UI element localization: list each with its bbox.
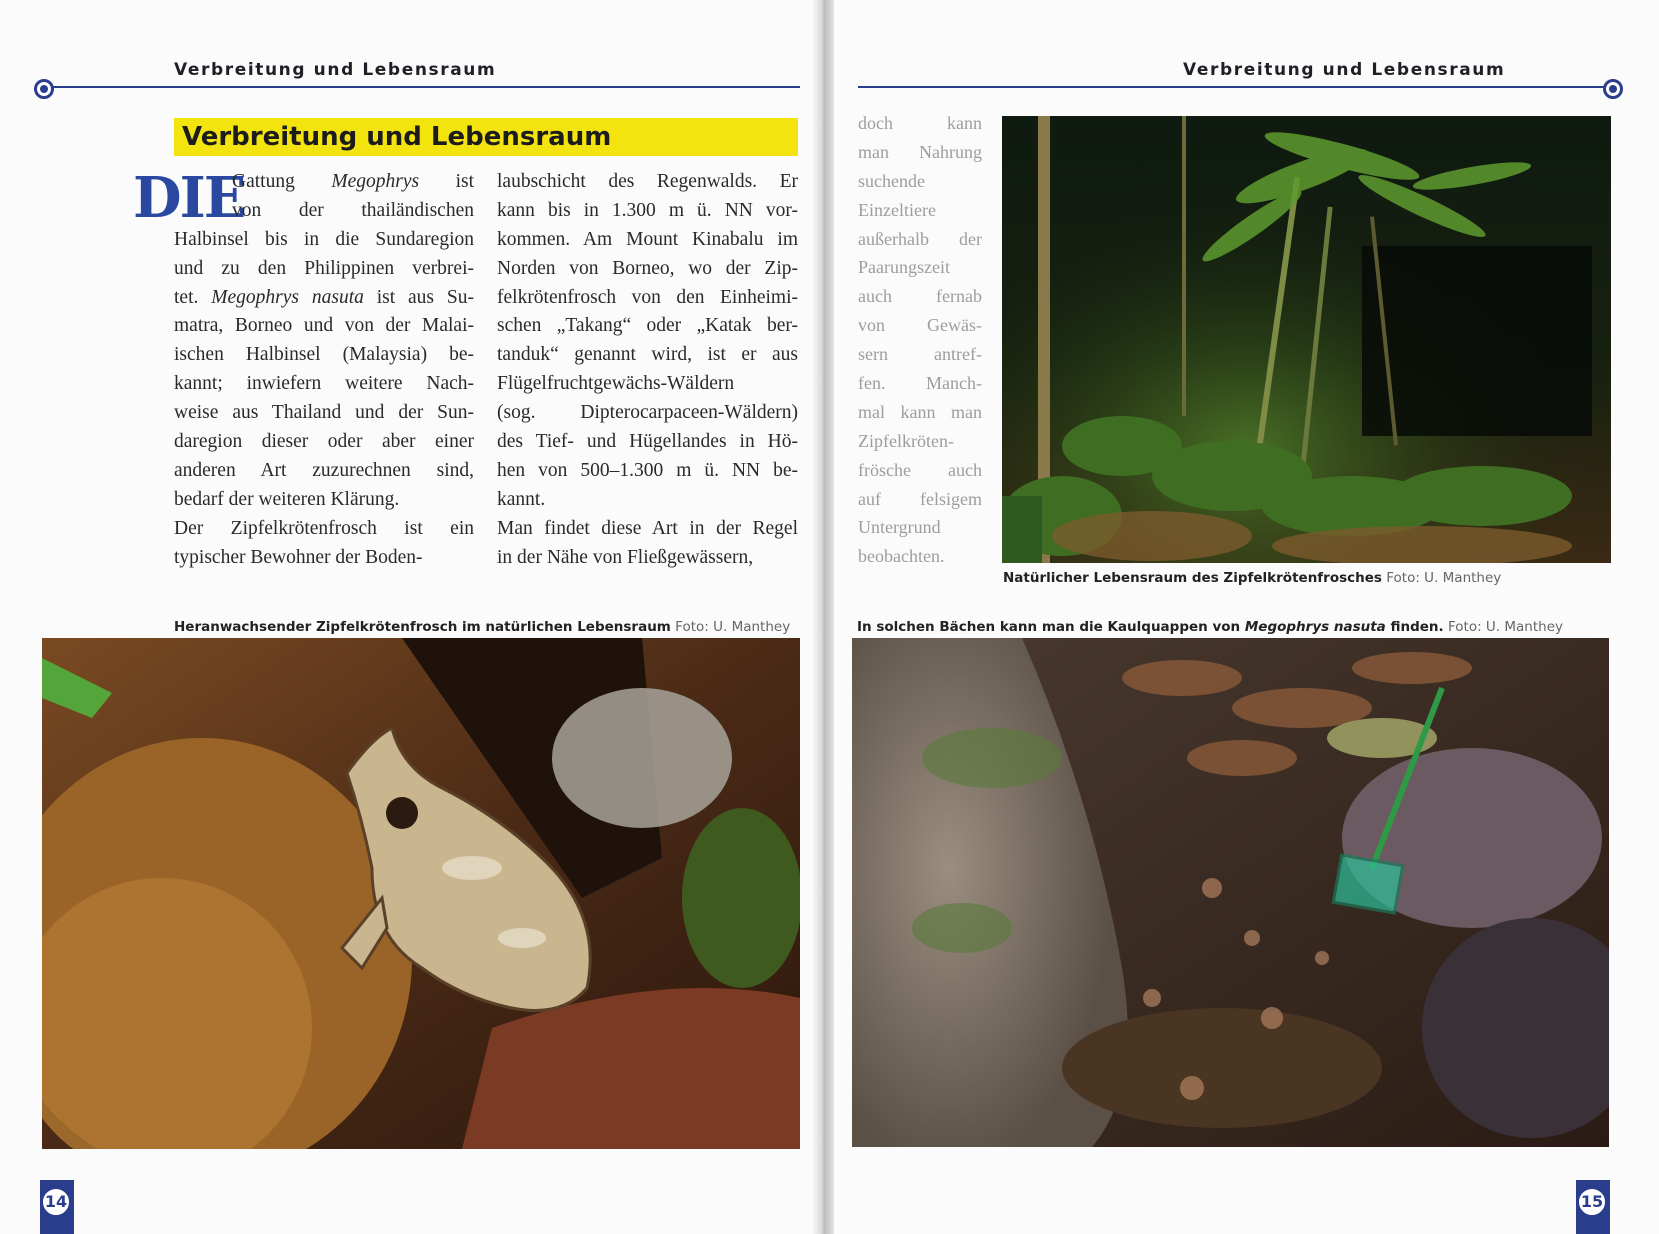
text-line: sern antref- bbox=[858, 344, 982, 365]
page-number-left bbox=[40, 1180, 74, 1234]
page-number-right-text: 15 bbox=[1580, 1192, 1604, 1211]
caption-frog bbox=[174, 619, 790, 635]
text-line: Norden von Borneo, wo der Zip- bbox=[497, 257, 798, 279]
text-line: weise aus Thailand und der Sun- bbox=[174, 402, 474, 424]
text-column-right bbox=[858, 109, 982, 571]
text-line: und zu den Philippinen verbrei- bbox=[174, 257, 474, 279]
text-line: Man findet diese Art in der Regel bbox=[497, 517, 798, 539]
text-line: auch fernab bbox=[858, 286, 982, 307]
caption-stream-post: finden. bbox=[1385, 619, 1444, 635]
caption-forest-credit: Foto: U. Manthey bbox=[1386, 570, 1502, 586]
text-line: frösche auch bbox=[858, 459, 982, 480]
text-line: fen. Manch- bbox=[858, 373, 982, 394]
header-rule-end-icon bbox=[34, 79, 54, 99]
text-line: Halbinsel bis in die Sundaregion bbox=[174, 228, 474, 250]
page-number-right bbox=[1576, 1180, 1610, 1234]
caption-forest bbox=[1003, 570, 1501, 586]
book-gutter bbox=[812, 0, 834, 1234]
text-line: schen „Takang“ oder „Katak ber- bbox=[497, 315, 798, 337]
text-line: laubschicht des Regenwalds. Er bbox=[497, 171, 798, 192]
running-head-right: Verbreitung und Lebensraum bbox=[1183, 60, 1506, 80]
text-line: (sog. Dipterocarpaceen-Wäldern) bbox=[497, 402, 798, 424]
text-line: kommen. Am Mount Kinabalu im bbox=[497, 228, 798, 250]
caption-stream-credit: Foto: U. Manthey bbox=[1447, 619, 1564, 635]
text-line: bedarf der weiteren Klärung. bbox=[174, 488, 400, 510]
text-line: außerhalb der bbox=[858, 228, 982, 249]
text-column-left bbox=[174, 168, 474, 572]
section-title: Verbreitung und Lebensraum bbox=[174, 118, 798, 156]
photo-horned-frog bbox=[42, 638, 800, 1149]
running-head-left: Verbreitung und Lebensraum bbox=[174, 60, 497, 80]
text-line: kann bis in 1.300 m ü. NN vor- bbox=[497, 199, 798, 221]
text-line: tet. Megophrys nasuta ist aus Su- bbox=[174, 286, 474, 308]
text-line: mal kann man bbox=[858, 401, 982, 422]
text-line: anderen Art zuzurechnen sind, bbox=[174, 459, 474, 481]
text-line: matra, Borneo und von der Malai- bbox=[174, 315, 474, 337]
caption-forest-text: Natürlicher Lebensraum des Zipfelkrötenfrosches bbox=[1003, 570, 1382, 586]
text-line: beobachten. bbox=[858, 546, 945, 567]
text-line: Flügelfruchtgewächs-Wäldern bbox=[497, 373, 735, 395]
text-line: Gattung Megophrys ist bbox=[232, 171, 474, 192]
text-line: typischer Bewohner der Boden- bbox=[174, 546, 423, 568]
drop-cap: DIE bbox=[133, 165, 245, 231]
text-line: ischen Halbinsel (Malaysia) be- bbox=[174, 344, 474, 366]
text-line: des Tief- und Hügellandes in Hö- bbox=[497, 431, 798, 453]
text-line: Untergrund bbox=[858, 517, 941, 538]
photo-forest-habitat bbox=[1002, 116, 1611, 563]
text-line: man Nahrung bbox=[858, 141, 982, 162]
text-line: von Gewäs- bbox=[858, 315, 982, 336]
photo-forest-stream bbox=[852, 638, 1609, 1147]
text-line: suchende bbox=[858, 170, 925, 191]
caption-frog-text: Heranwachsender Zipfelkrötenfrosch im natürlichen Lebensraum bbox=[174, 619, 671, 635]
caption-stream bbox=[857, 619, 1563, 635]
text-line: felkrötenfrosch von den Einheimi- bbox=[497, 286, 798, 308]
text-line: Der Zipfelkrötenfrosch ist ein bbox=[174, 517, 474, 539]
text-line: in der Nähe von Fließgewässern, bbox=[497, 546, 754, 568]
text-line: von der thailändischen bbox=[232, 199, 474, 221]
text-line: tanduk“ genannt wird, ist er aus bbox=[497, 344, 798, 366]
header-rule-left bbox=[44, 86, 800, 88]
text-line: doch kann bbox=[858, 113, 982, 133]
text-line: daregion dieser oder aber einer bbox=[174, 431, 474, 453]
caption-frog-credit: Foto: U. Manthey bbox=[675, 619, 791, 635]
text-line: hen von 500–1.300 m ü. NN be- bbox=[497, 459, 798, 481]
text-line: kannt. bbox=[497, 488, 546, 510]
text-column-middle bbox=[497, 168, 798, 572]
text-line: Einzeltiere bbox=[858, 199, 936, 220]
caption-stream-species: Megophrys nasuta bbox=[1244, 619, 1386, 635]
text-line: kannt; inwiefern weitere Nach- bbox=[174, 373, 474, 395]
header-rule-end-icon bbox=[1603, 79, 1623, 99]
text-line: auf felsigem bbox=[858, 488, 982, 509]
header-rule-right bbox=[858, 86, 1614, 88]
page-number-left-text: 14 bbox=[44, 1192, 68, 1211]
caption-stream-pre: In solchen Bächen kann man die Kaulquappen von bbox=[857, 619, 1245, 635]
text-line: Zipfelkröten- bbox=[858, 430, 954, 451]
text-line: Paarungszeit bbox=[858, 257, 950, 278]
